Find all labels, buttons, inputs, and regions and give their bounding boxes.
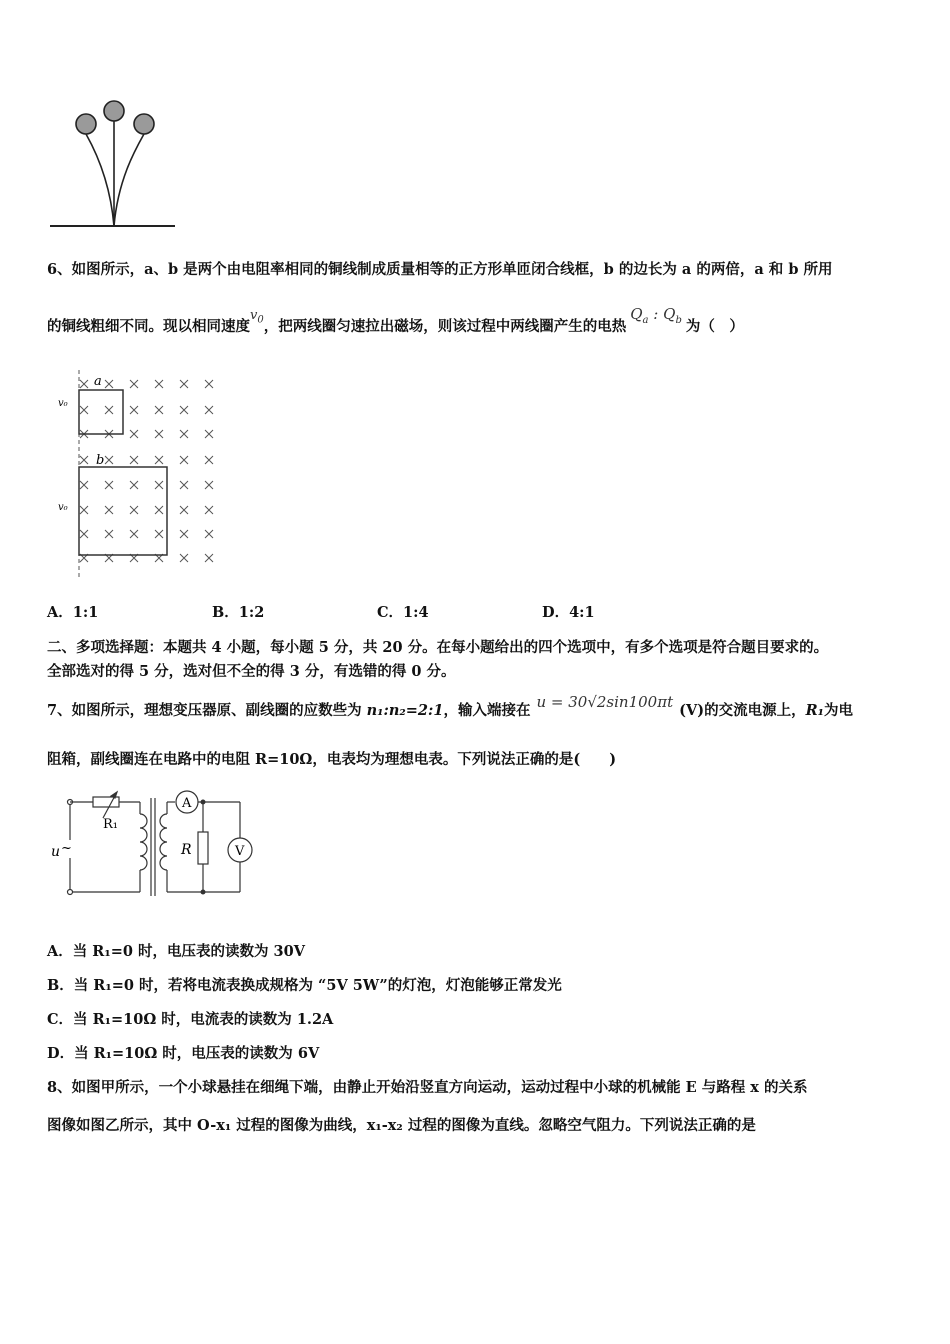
r1-label: R₁ xyxy=(103,817,118,832)
field-cross xyxy=(205,430,213,438)
v0-symbol: $v_0$ xyxy=(250,308,264,326)
q6-line2-c: 为（ ） xyxy=(685,318,744,335)
field-cross xyxy=(180,506,188,514)
field-cross xyxy=(180,406,188,414)
field-cross xyxy=(80,380,88,388)
field-cross xyxy=(105,530,113,538)
field-cross xyxy=(205,456,213,464)
ammeter-label: A xyxy=(182,796,192,811)
turns-ratio: n₁:n₂=2:1 xyxy=(366,702,444,719)
qa-qb-ratio: $Q_a$ : $Q_b$ xyxy=(630,305,682,326)
field-cross xyxy=(155,380,163,388)
transformer-circuit xyxy=(45,788,270,903)
field-cross xyxy=(155,456,163,464)
field-cross xyxy=(155,530,163,538)
q7-option-b[interactable]: B．当 R₁=0 时，若将电流表换成规格为 “5V 5W”的灯泡，灯泡能够正常发光 xyxy=(47,977,562,994)
field-cross xyxy=(130,406,138,414)
field-cross xyxy=(80,456,88,464)
field-cross xyxy=(80,406,88,414)
field-crosses xyxy=(80,380,213,562)
field-cross xyxy=(80,481,88,489)
field-cross xyxy=(180,456,188,464)
q8-line1: 8、如图甲所示，一个小球悬挂在细绳下端，由静止开始沿竖直方向运动，运动过程中小球的机械能 E 与路程 x 的关系 xyxy=(47,1079,808,1096)
field-cross xyxy=(80,506,88,514)
voltage-formula: u = 30√2sin100πt xyxy=(536,693,674,711)
square-frame-b xyxy=(79,467,167,555)
field-cross xyxy=(105,406,113,414)
field-cross xyxy=(130,530,138,538)
field-cross xyxy=(155,481,163,489)
velocity-label-b: v₀ xyxy=(58,502,68,513)
q8-line2: 图像如图乙所示，其中 O-x₁ 过程的图像为曲线，x₁-x₂ 过程的图像为直线。忽略空气阻力。下列说法正确的是 xyxy=(47,1117,756,1134)
q6-option-b[interactable]: B．1:2 xyxy=(212,604,265,621)
field-cross xyxy=(130,380,138,388)
field-cross xyxy=(105,456,113,464)
q6-option-c[interactable]: C．1:4 xyxy=(377,604,429,621)
field-cross xyxy=(130,456,138,464)
three-balls-figure xyxy=(40,90,190,235)
field-cross xyxy=(205,380,213,388)
field-cross xyxy=(180,380,188,388)
field-cross xyxy=(155,506,163,514)
r-label: R xyxy=(181,842,192,858)
voltmeter-label: V xyxy=(235,844,245,859)
q7-line1-d: 为电 xyxy=(824,702,853,719)
field-cross xyxy=(205,530,213,538)
field-cross xyxy=(155,406,163,414)
velocity-label-a: v₀ xyxy=(58,398,68,409)
q7-line2: 阻箱，副线圈连在电路中的电阻 R=10Ω，电表均为理想电表。下列说法正确的是( ) xyxy=(47,751,617,768)
q7-line1-c: (V)的交流电源上， xyxy=(679,702,806,719)
field-cross xyxy=(205,554,213,562)
q6-line1: 6、如图所示，a、b 是两个由电阻率相同的铜线制成质量相等的正方形单匝闭合线框，b 的边长为 a 的两倍，a 和 b 所用 xyxy=(47,261,833,278)
q7-option-d[interactable]: D．当 R₁=10Ω 时，电压表的读数为 6V xyxy=(47,1045,320,1062)
q7-option-a[interactable]: A．当 R₁=0 时，电压表的读数为 30V xyxy=(47,943,305,960)
q7-line1 xyxy=(47,693,907,721)
q6-line2-a: 的铜线粗细不同。现以相同速度 xyxy=(47,318,250,335)
field-cross xyxy=(180,554,188,562)
field-cross xyxy=(155,430,163,438)
ac-symbol: ~ xyxy=(61,841,72,856)
field-cross xyxy=(105,506,113,514)
field-cross xyxy=(205,506,213,514)
frame-label-b: b xyxy=(96,453,105,468)
q7-line1-a: 7、如图所示，理想变压器原、副线圈的应数些为 xyxy=(47,702,367,719)
field-cross xyxy=(80,530,88,538)
magnetic-field-figure xyxy=(50,368,230,583)
field-cross xyxy=(205,481,213,489)
q6-line2 xyxy=(47,305,907,343)
field-cross xyxy=(180,430,188,438)
field-cross xyxy=(180,530,188,538)
q7-line1-b: ，输入端接在 xyxy=(443,702,531,719)
q6-line2-b: ，把两线圈匀速拉出磁场，则该过程中两线圈产生的电热 xyxy=(263,318,627,335)
field-cross xyxy=(205,406,213,414)
q7-option-c[interactable]: C．当 R₁=10Ω 时，电流表的读数为 1.2A xyxy=(47,1011,334,1028)
q6-option-a[interactable]: A．1:1 xyxy=(47,604,99,621)
section2-line2: 全部选对的得 5 分，选对但不全的得 3 分，有选错的得 0 分。 xyxy=(47,663,456,680)
field-cross xyxy=(130,481,138,489)
field-cross xyxy=(130,506,138,514)
q6-option-d[interactable]: D．4:1 xyxy=(542,604,595,621)
field-cross xyxy=(105,481,113,489)
r1-symbol: R₁ xyxy=(805,702,824,719)
field-cross xyxy=(180,481,188,489)
frame-label-a: a xyxy=(94,374,102,389)
u-label: u xyxy=(51,844,61,860)
field-cross xyxy=(130,430,138,438)
field-cross xyxy=(105,380,113,388)
section2-line1: 二、多项选择题：本题共 4 小题，每小题 5 分，共 20 分。在每小题给出的四个选项中，有多个选项是符合题目要求的。 xyxy=(47,639,829,656)
